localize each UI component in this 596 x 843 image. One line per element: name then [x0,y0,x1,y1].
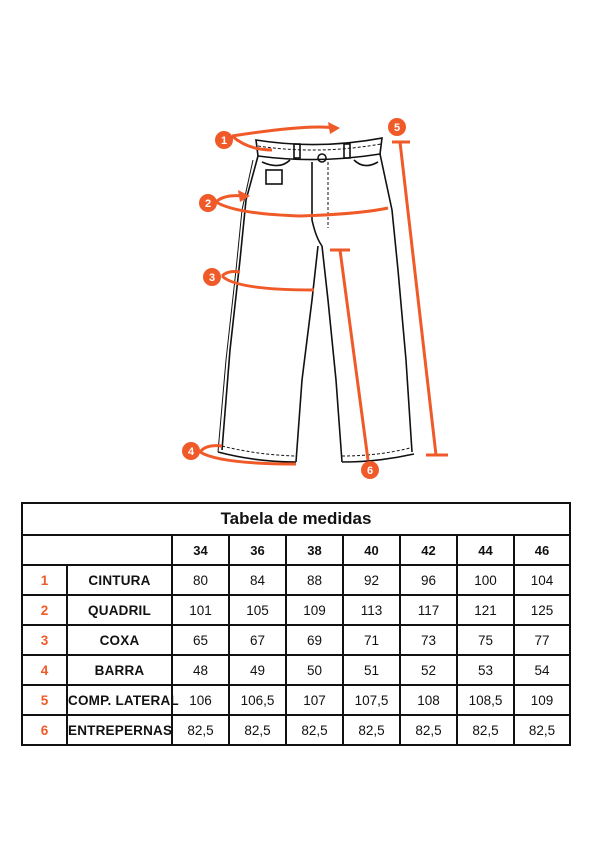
table-cell: 52 [400,655,457,685]
table-cell: 54 [514,655,570,685]
table-row [22,565,570,595]
table-cell: 121 [457,595,514,625]
row-label: ENTREPERNAS [67,715,172,745]
table-cell: 105 [229,595,286,625]
marker-4 [182,442,200,460]
measurement-lines [200,122,448,464]
size-header-row [22,535,570,565]
table-row [22,625,570,655]
svg-text:4: 4 [187,446,195,458]
table-row [22,685,570,715]
row-number: 5 [22,685,67,715]
table-cell: 96 [400,565,457,595]
size-header-0: 34 [172,535,229,565]
row-label: COMP. LATERAL [67,685,172,715]
table-cell: 109 [286,595,343,625]
row-label: QUADRIL [67,595,172,625]
row-label: COXA [67,625,172,655]
svg-text:3: 3 [208,272,216,284]
table-cell: 82,5 [229,715,286,745]
table-cell: 71 [343,625,400,655]
table-cell: 88 [286,565,343,595]
table-cell: 69 [286,625,343,655]
table-cell: 73 [400,625,457,655]
marker-2 [199,194,217,212]
table-title: Tabela de medidas [22,503,570,535]
svg-text:2: 2 [204,198,212,210]
table-cell: 107 [286,685,343,715]
svg-text:6: 6 [366,465,374,477]
size-header-2: 38 [286,535,343,565]
table-cell: 77 [514,625,570,655]
marker-3 [203,268,221,286]
table-cell: 80 [172,565,229,595]
table-row [22,715,570,745]
size-table-container [21,502,569,746]
table-cell: 67 [229,625,286,655]
table-cell: 82,5 [286,715,343,745]
size-header-6: 46 [514,535,570,565]
marker-6 [361,461,379,479]
table-cell: 51 [343,655,400,685]
table-cell: 82,5 [343,715,400,745]
table-cell: 65 [172,625,229,655]
table-cell: 50 [286,655,343,685]
size-header-3: 40 [343,535,400,565]
marker-5 [388,118,406,136]
size-header-5: 44 [457,535,514,565]
table-cell: 82,5 [172,715,229,745]
pants-outline [218,138,414,462]
table-cell: 53 [457,655,514,685]
row-number: 6 [22,715,67,745]
row-number: 3 [22,625,67,655]
table-cell: 92 [343,565,400,595]
size-table [21,502,571,746]
row-number: 1 [22,565,67,595]
table-cell: 108 [400,685,457,715]
table-cell: 109 [514,685,570,715]
table-cell: 113 [343,595,400,625]
row-number: 2 [22,595,67,625]
table-row [22,595,570,625]
table-cell: 48 [172,655,229,685]
table-cell: 84 [229,565,286,595]
row-label: CINTURA [67,565,172,595]
table-cell: 82,5 [457,715,514,745]
header-blank-cell [22,535,172,565]
table-cell: 82,5 [400,715,457,745]
table-cell: 100 [457,565,514,595]
table-cell: 108,5 [457,685,514,715]
svg-text:1: 1 [220,135,228,147]
table-cell: 104 [514,565,570,595]
table-cell: 101 [172,595,229,625]
table-cell: 106 [172,685,229,715]
table-cell: 49 [229,655,286,685]
table-cell: 117 [400,595,457,625]
table-cell: 82,5 [514,715,570,745]
table-cell: 75 [457,625,514,655]
marker-1 [215,131,233,149]
svg-text:5: 5 [393,122,401,134]
table-row [22,655,570,685]
row-number: 4 [22,655,67,685]
table-cell: 125 [514,595,570,625]
table-cell: 106,5 [229,685,286,715]
size-header-4: 42 [400,535,457,565]
table-cell: 107,5 [343,685,400,715]
row-label: BARRA [67,655,172,685]
size-header-1: 36 [229,535,286,565]
